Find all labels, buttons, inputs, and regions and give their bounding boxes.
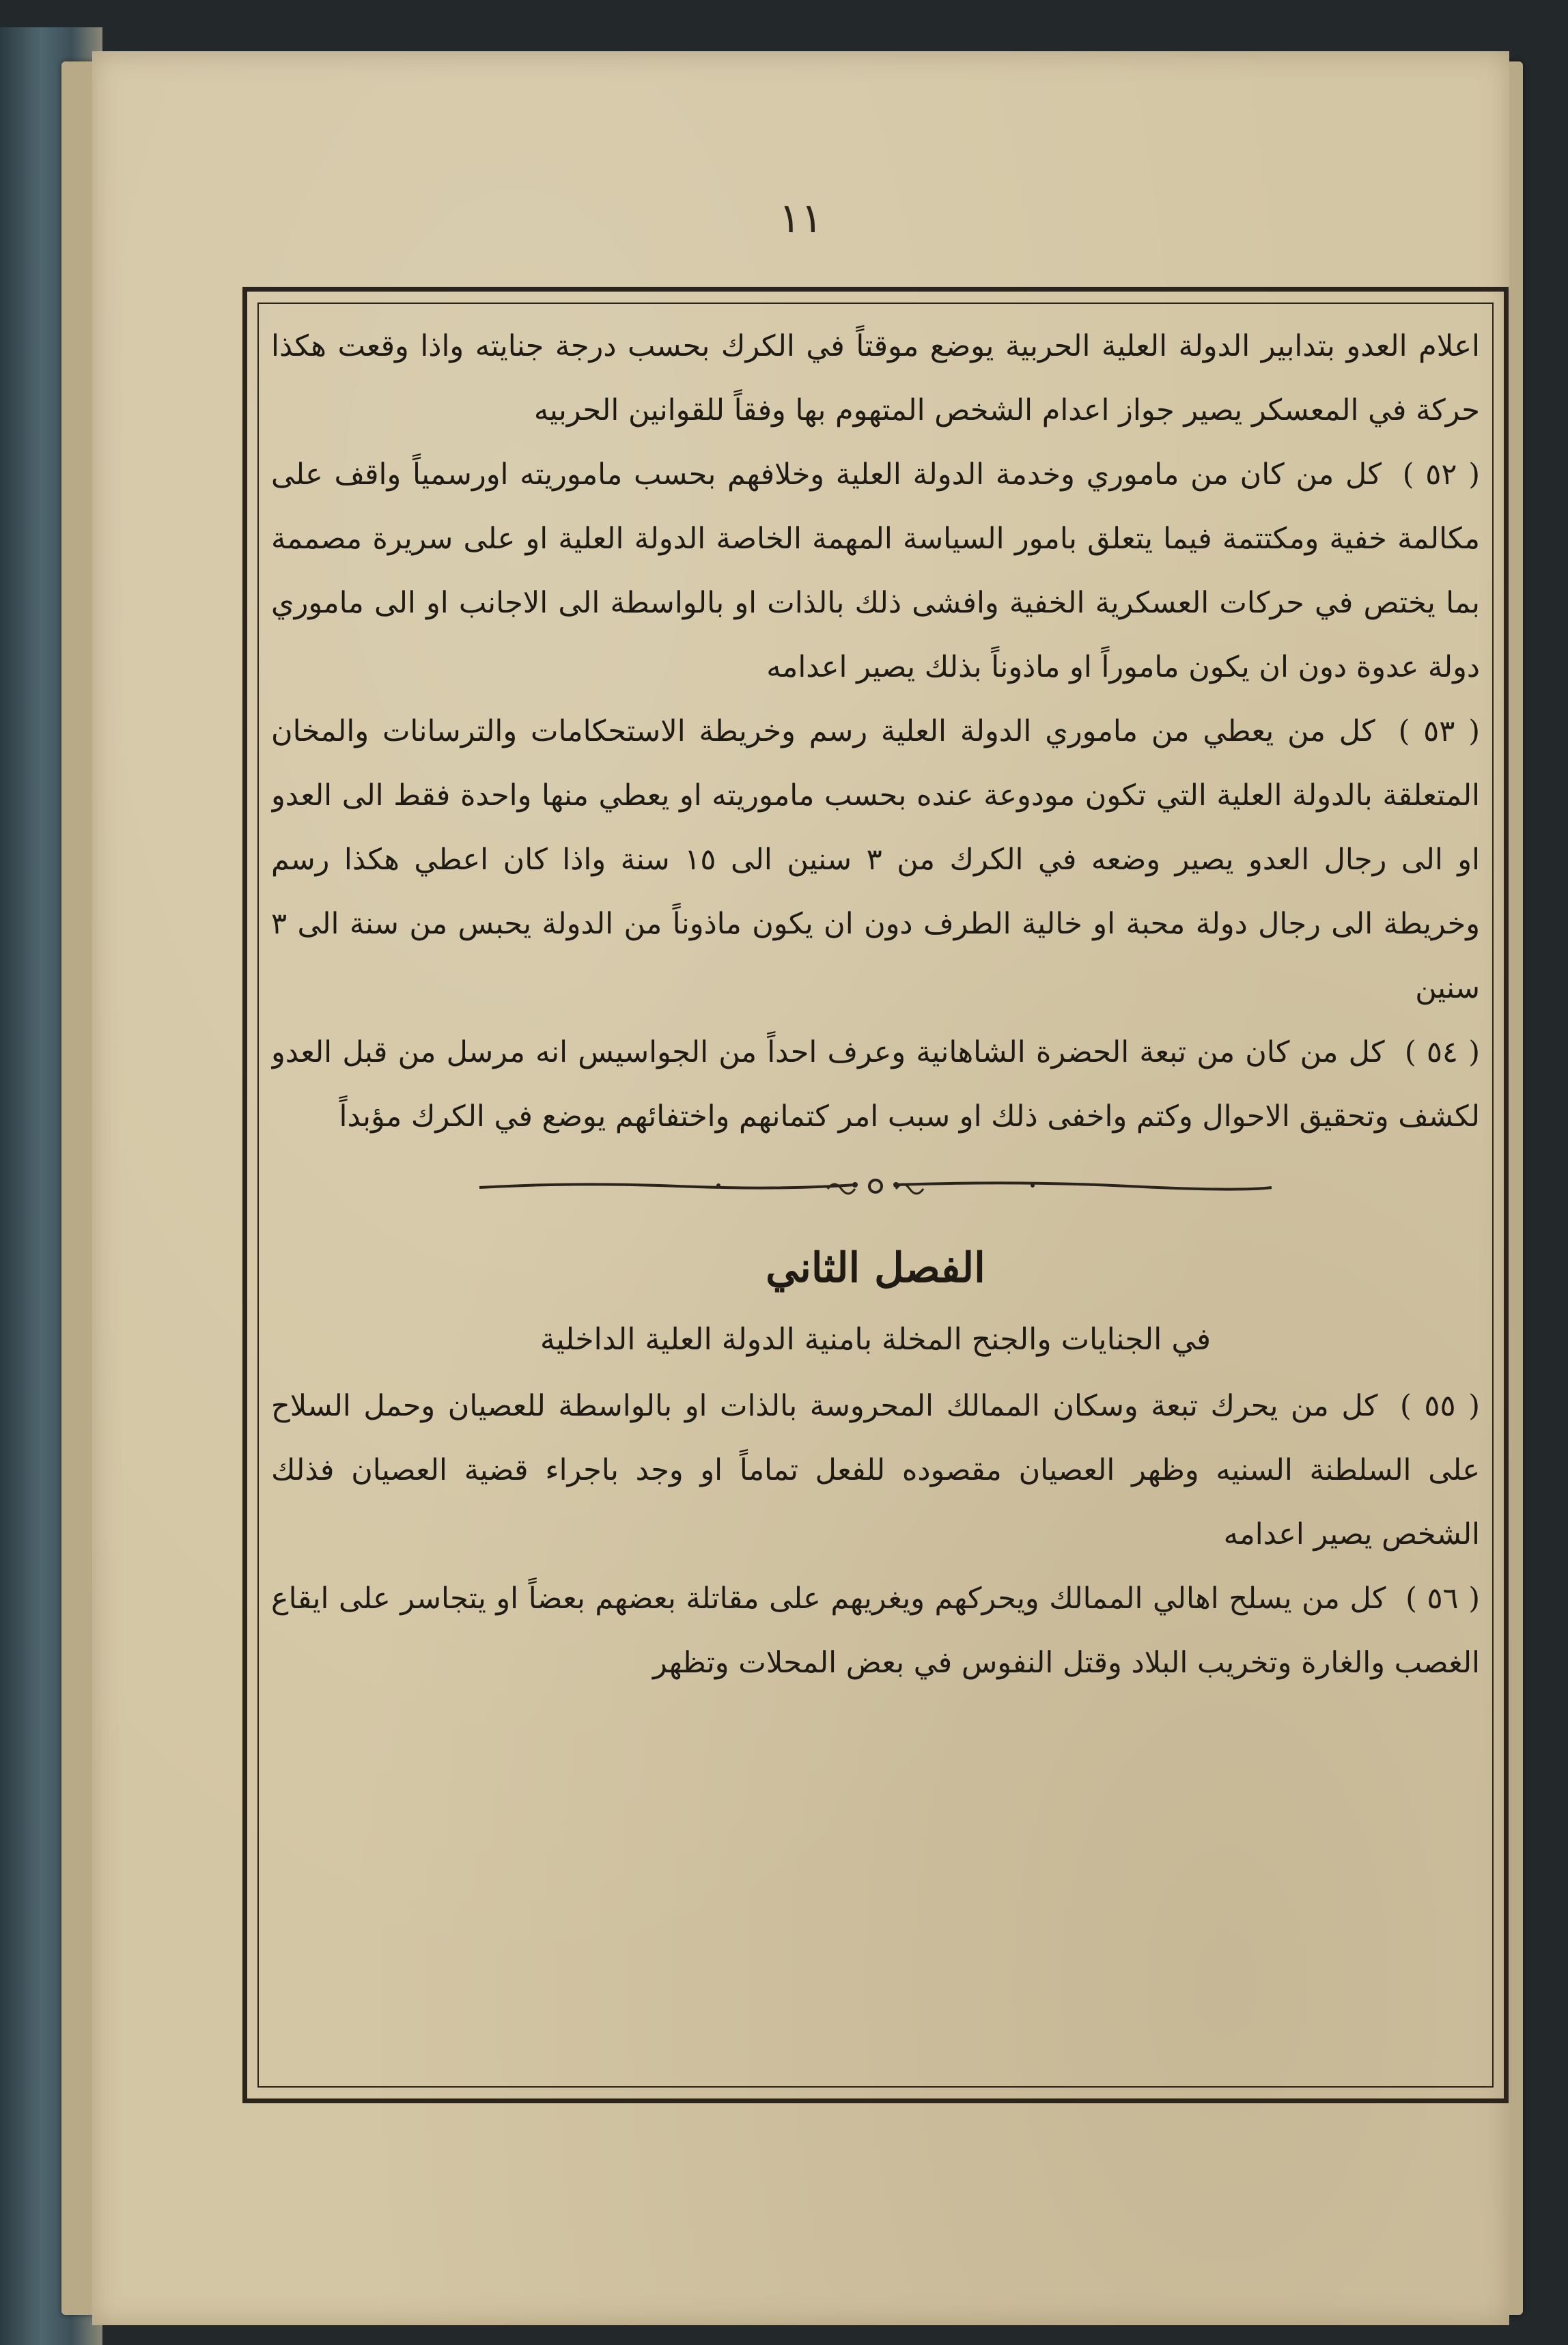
article-text: كل من يحرك تبعة وسكان الممالك المحروسة بالذات او بالواسطة للعصيان وحمل السلاح على السلطنة السنيه وظهر العصيان مقصوده للفعل تماماً او وجد باجراء قضية العصيان فذلك الشخص يصير اعدامه [271,1389,1480,1551]
chapter-subtitle: في الجنايات والجنح المخلة بامنية الدولة العلية الداخلية [540,1322,1212,1357]
article-text: كل من يعطي من ماموري الدولة العلية رسم وخريطة الاستحكامات والترسانات والمخان المتعلقة بالدولة العلية التي تكون مودوعة عنده بحسب ماموريته او يعطي منها واحدة فقط الى العدو او الى رجال العدو يصير وضعه في الكرك من ٣ سنين الى ١٥ سنة واذا كان اعطي هكذا رسم وخريطة الى رجال دولة محبة او خالية الطرف دون ان يكون ماذوناً من الدولة يحبس من سنة الى ٣ سنين [271,714,1480,1005]
paragraph-text: اعلام العدو بتدابير الدولة العلية الحربية يوضع موقتاً في الكرك بحسب درجة جنايته واذا وقعت هكذا حركة في المعسكر يصير جواز اعدام الشخص المتهوم بها وفقاً للقوانين الحربيه [271,329,1480,427]
article-54 [271,1020,1480,1149]
article-number: ( ٥٤ ) [1404,1035,1480,1069]
article-number: ( ٥٦ ) [1405,1582,1480,1616]
page-number: ١١ [779,195,823,242]
article-text: كل من كان من ماموري وخدمة الدولة العلية وخلافهم بحسب ماموريته اورسمياً واقف على مكالمة خفية ومكتتمة فيما يتعلق بامور السياسة المهمة الخاصة الدولة العلية او على سريرة مصممة بما يختص في حركات العسكرية الخفية وافشى ذلك بالذات او بالواسطة الى الاجانب او الى ماموري دولة عدوة دون ان يكون ماموراً او ماذوناً بذلك يصير اعدامه [271,458,1480,684]
article-56 [271,1567,1480,1695]
article-52 [271,443,1480,699]
article-text: كل من يسلح اهالي الممالك ويحركهم ويغريهم على مقاتلة بعضهم بعضاً او يتجاسر على ايقاع الغصب والغارة وتخريب البلاد وقتل النفوس في بعض المحلات وتظهر [271,1582,1480,1680]
ornament-flourish-icon [473,1172,1278,1200]
article-text: كل من كان من تبعة الحضرة الشاهانية وعرف احداً من الجواسيس انه مرسل من قبل العدو لكشف وتحقيق الاحوال وكتم واخفى ذلك او سبب امر كتمانهم واختفائهم يوضع في الكرك مؤبداً [271,1035,1480,1134]
article-53 [271,699,1480,1020]
article-number: ( ٥٢ ) [1402,458,1480,492]
page-text-block [271,314,1480,2076]
decorative-divider [271,1149,1480,1224]
chapter-title: الفصل الثاني [766,1244,985,1292]
book-page [92,51,1509,2325]
article-number: ( ٥٣ ) [1398,714,1480,748]
article-55 [271,1374,1480,1567]
article-number: ( ٥٥ ) [1400,1389,1480,1423]
paragraph-continuation [271,314,1480,443]
